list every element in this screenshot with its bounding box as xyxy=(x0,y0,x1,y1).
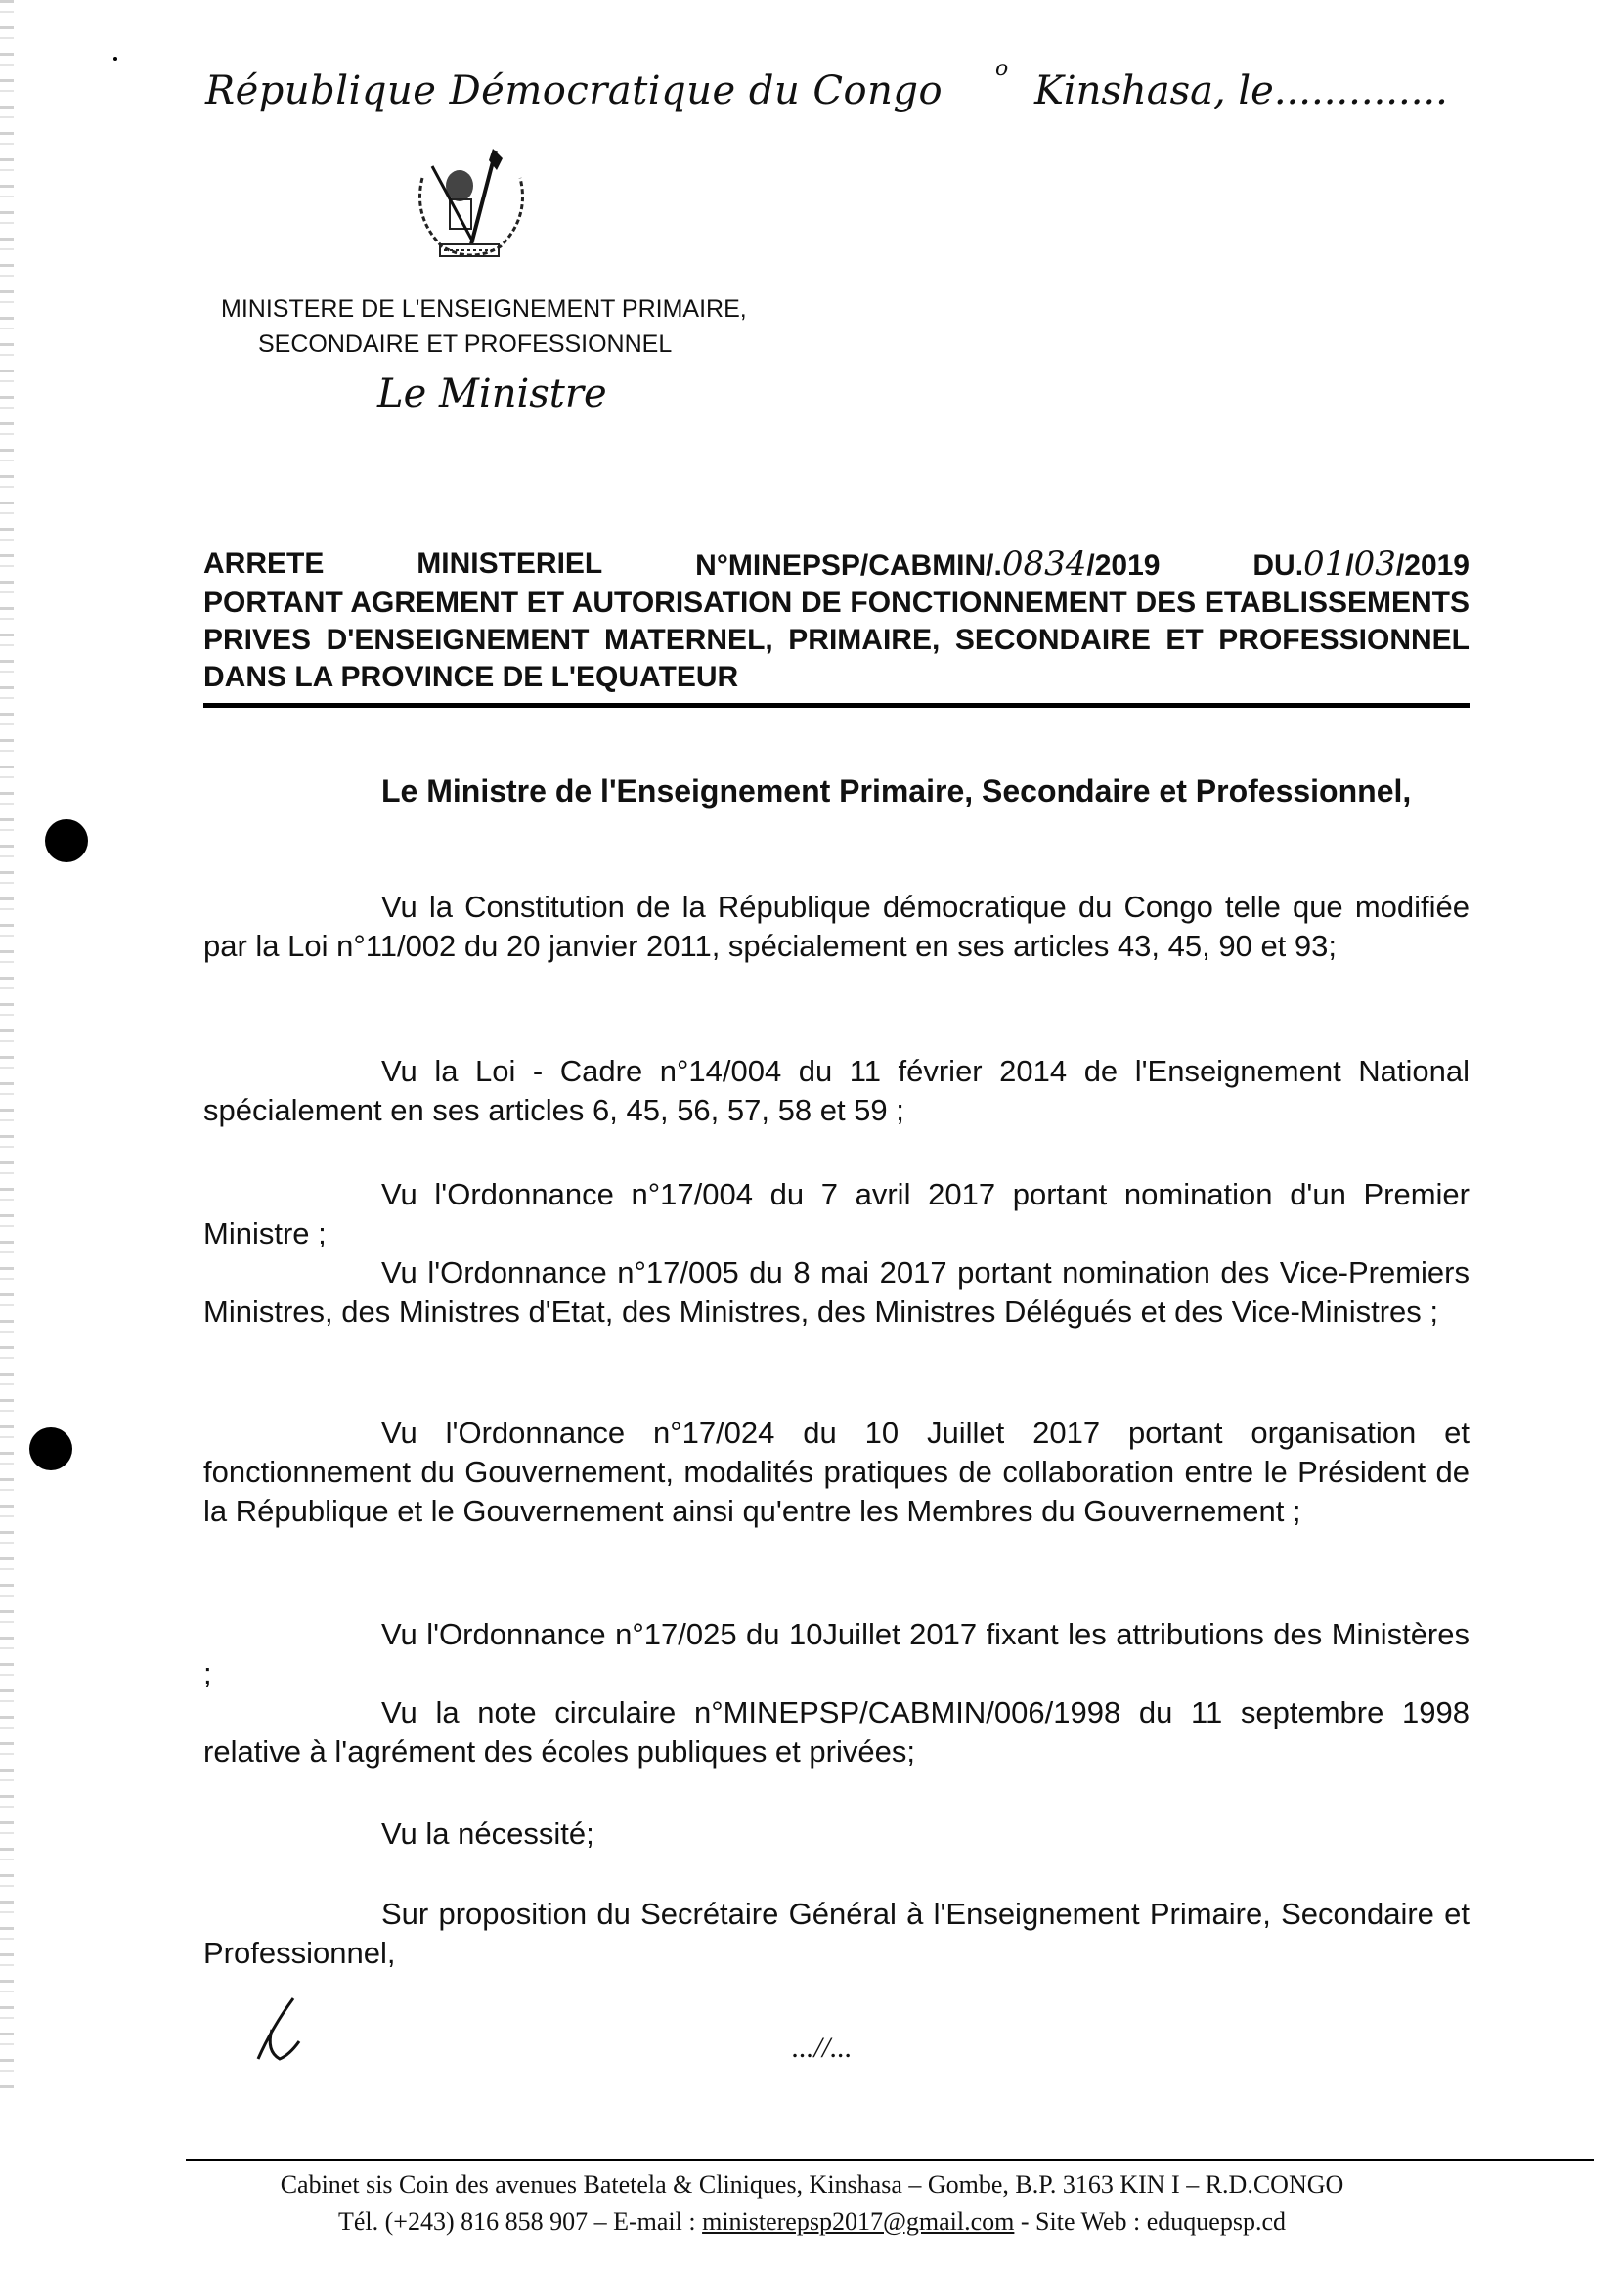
ministry-line-1: MINISTERE DE L'ENSEIGNEMENT PRIMAIRE, xyxy=(221,295,747,323)
decree-number-suffix: /2019 xyxy=(1086,549,1161,582)
decree-number-prefix: N°MINEPSP/CABMIN/. xyxy=(695,549,1002,582)
footer-contact xyxy=(0,2208,1624,2237)
decree-number-handwritten: 0834 xyxy=(1001,545,1087,584)
coat-of-arms-icon xyxy=(403,149,540,268)
decree-title xyxy=(203,546,1470,696)
paragraph-proposition: Sur proposition du Secrétaire Général à l'Enseignement Primaire, Secondaire et Professionnel, xyxy=(203,1897,1470,1970)
scan-speck xyxy=(113,57,117,61)
paragraph-note-circulaire: Vu la note circulaire n°MINEPSP/CABMIN/006/1998 du 11 septembre 1998 relative à l'agrément des écoles publiques et privées; xyxy=(203,1695,1470,1769)
footer-phone: Tél. (+243) 816 858 907 – E-mail : xyxy=(337,2208,703,2236)
decree-word-arrete: ARRETE xyxy=(203,547,325,580)
paragraph-loi-cadre: Vu la Loi - Cadre n°14/004 du 11 février 2014 de l'Enseignement National spécialement en ses articles 6, 45, 56, 57, 58 et 59 ; xyxy=(203,1054,1470,1127)
decree-date: DU.01/03/2019 xyxy=(1252,545,1470,584)
handwritten-paraph-icon xyxy=(250,1994,309,2063)
decree-title-first-line xyxy=(203,546,1470,585)
punch-hole-mark-bottom xyxy=(29,1427,72,1470)
footer-website: - Site Web : eduquepsp.cd xyxy=(1014,2208,1286,2236)
scan-edge-noise xyxy=(0,0,14,2092)
decree-title-rule xyxy=(203,703,1470,708)
minister-title: Le Ministre xyxy=(377,372,607,416)
decree-date-day: 01 xyxy=(1303,545,1346,584)
footer-address: Cabinet sis Coin des avenues Batetela & Cliniques, Kinshasa – Gombe, B.P. 3163 KIN I – R.D.CONGO xyxy=(280,2170,1344,2199)
minister-intro: Le Ministre de l'Enseignement Primaire, Secondaire et Professionnel, xyxy=(381,773,1412,809)
punch-hole-mark-top xyxy=(45,819,88,862)
city-date-line: Kinshasa, le.............. xyxy=(1034,68,1448,113)
decree-word-ministeriel: MINISTERIEL xyxy=(417,547,603,580)
decree-date-month: 03 xyxy=(1353,545,1396,584)
paragraph-ordonnance-025: Vu l'Ordonnance n°17/025 du 10Juillet 2017 fixant les attributions des Ministères ; xyxy=(203,1617,1470,1690)
paragraph-ordonnance-004: Vu l'Ordonnance n°17/004 du 7 avril 2017 portant nomination d'un Premier Ministre ; xyxy=(203,1177,1470,1250)
footer-rule xyxy=(186,2159,1594,2161)
paragraph-ordonnance-005: Vu l'Ordonnance n°17/005 du 8 mai 2017 portant nomination des Vice-Premiers Ministres, des Ministres d'Etat, des Ministres, des Ministres Délégués et des Vice-Ministres ; xyxy=(203,1255,1470,1329)
decree-date-prefix: DU. xyxy=(1252,549,1304,582)
decree-number xyxy=(695,546,1160,585)
decree-date-suffix: /2019 xyxy=(1395,549,1470,582)
degree-mark: o xyxy=(995,57,1009,81)
republic-heading: République Démocratique du Congo xyxy=(205,68,944,113)
paragraph-ordonnance-024: Vu l'Ordonnance n°17/024 du 10 Juillet 2017 portant organisation et fonctionnement du Gouvernement, modalités pratiques de collaboration entre le Président de la République et le Gouvernement ainsi qu'entre les Membres du Gouvernement ; xyxy=(203,1416,1470,1528)
ministry-name xyxy=(221,291,747,362)
continuation-mark: ...//... xyxy=(792,2032,853,2064)
decree-title-rest: PORTANT AGREMENT ET AUTORISATION DE FONCTIONNEMENT DES ETABLISSEMENTS PRIVES D'ENSEIGNEMENT MATERNEL, PRIMAIRE, SECONDAIRE ET PROFESSIONNEL DANS LA PROVINCE DE L'EQUATEUR xyxy=(203,587,1470,693)
ministry-line-2: SECONDAIRE ET PROFESSIONNEL xyxy=(258,330,673,358)
footer-email-link[interactable]: ministerepsp2017@gmail.com xyxy=(702,2208,1015,2236)
paragraph-necessite: Vu la nécessité; xyxy=(381,1816,594,1851)
paragraph-constitution: Vu la Constitution de la République démocratique du Congo telle que modifiée par la Loi n°11/002 du 20 janvier 2011, spécialement en ses articles 43, 45, 90 et 93; xyxy=(203,890,1470,963)
